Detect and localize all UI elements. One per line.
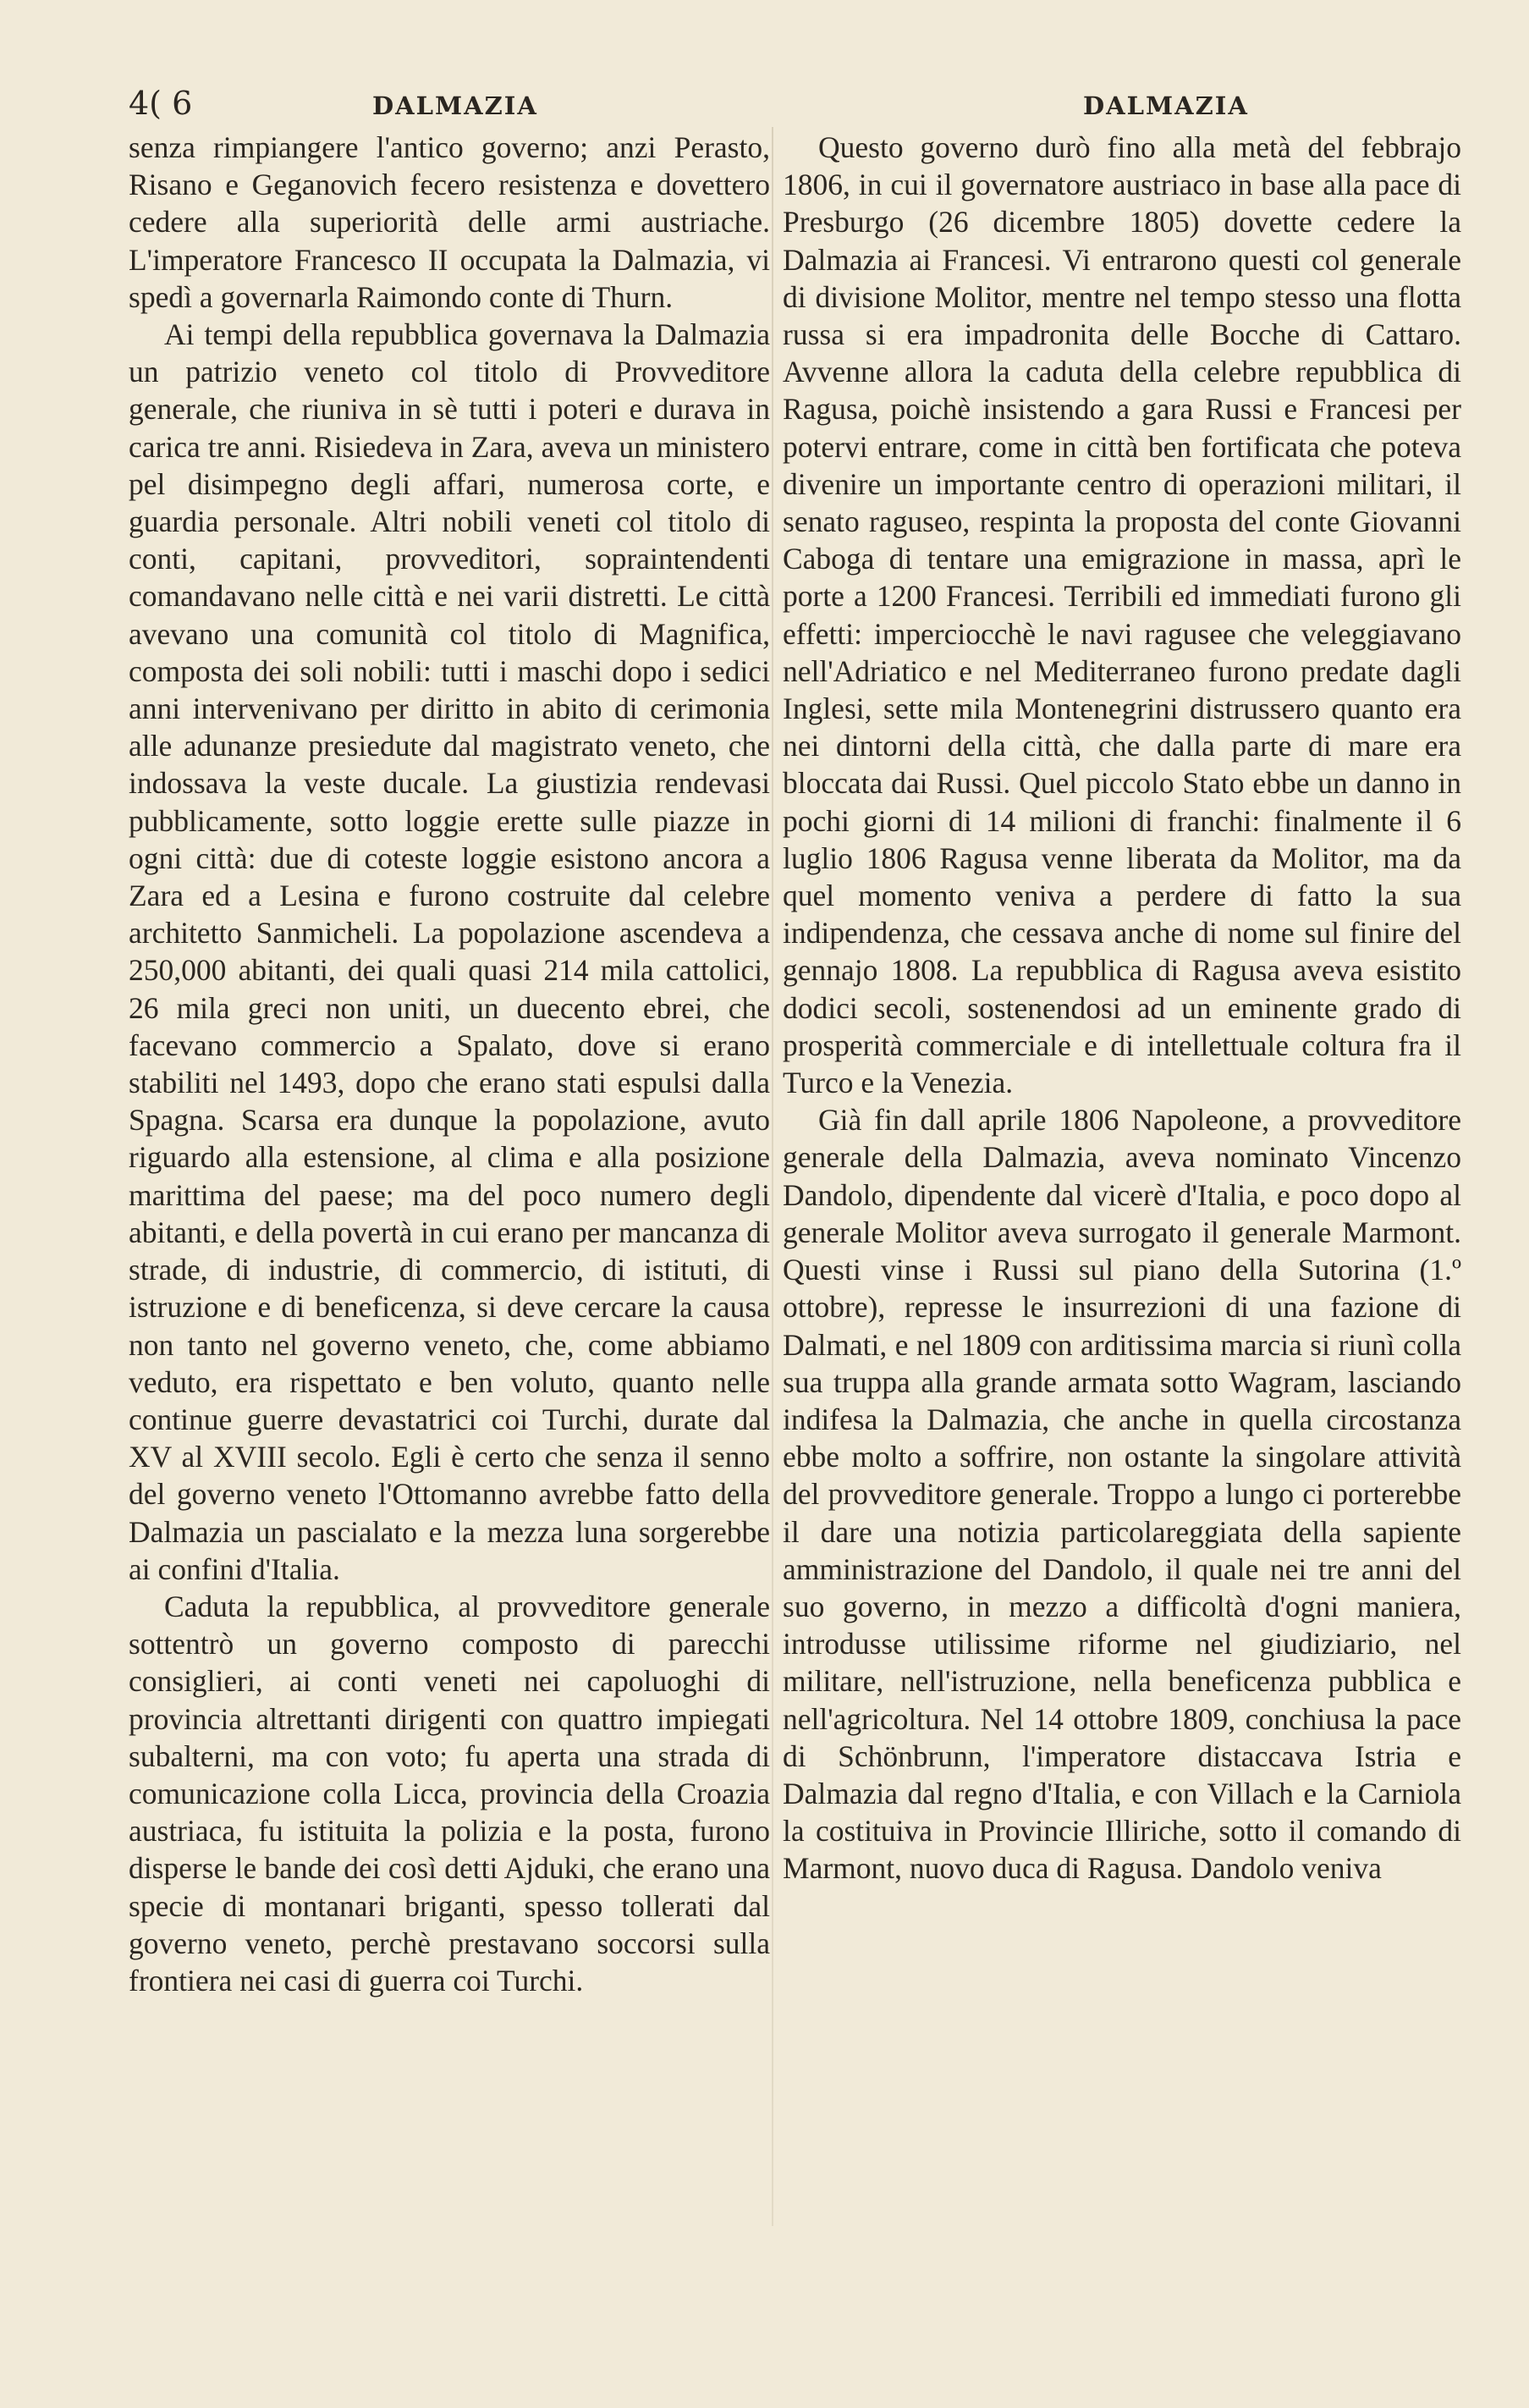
left-paragraph-2: Ai tempi della repubblica governava la Dalmazia un patrizio veneto col titolo di Provveditore generale, che riuniva in sè tutti i poteri e durava in carica tre anni. Risiedeva in Zara, aveva un ministero pel disimpegno degli affari, numerosa corte, e guardia personale. Altri nobili veneti col titolo di conti, capitani, provveditori, sopraintendenti comandavano nelle città e nei varii distretti. Le città avevano una comunità col titolo di Magnifica, composta dei soli nobili: tutti i maschi dopo i sedici anni intervenivano per diritto in abito di cerimonia alle adunanze presiedute dal magistrato veneto, che indossava la veste ducale. La giustizia rendevasi pubblicamente, sotto loggie erette sulle piazze in ogni città: due di coteste loggie esistono ancora a Zara ed a Lesina e furono costruite dal celebre architetto Sanmicheli. La popolazione ascendeva a 250,000 abitanti, dei quali quasi 214 mila cattolici, 26 mila greci non uniti, un duecento ebrei, che facevano commercio a Spalato, dove si erano stabiliti nel 1493, dopo che erano stati espulsi dalla Spagna. Scarsa era dunque la popolazione, avuto riguardo alla estensione, al clima e alla posizione marittima del paese; ma del poco numero degli abitanti, e della povertà in cui erano per mancanza di strade, di industrie, di commercio, di istituti, di istruzione e di beneficenza, si deve cercare la causa non tanto nel governo veneto, che, come abbiamo veduto, era rispettato e ben voluto, quanto nelle continue guerre devastatrici coi Turchi, durate dal XV al XVIII secolo. Egli è certo che senza il senno del governo veneto l'Ottomanno avrebbe fatto della Dalmazia un pascialato e la mezza luna sorgerebbe ai confini d'Italia. <box>129 317 770 1586</box>
right-column <box>783 129 1461 1887</box>
left-column <box>129 129 770 1999</box>
right-paragraph-2: Già fin dall aprile 1806 Napoleone, a provveditore generale della Dalmazia, aveva nominato Vincenzo Dandolo, dipendente dal vicerè d'Italia, e poco dopo al generale Molitor aveva surrogato il generale Marmont. Questi vinse i Russi sul piano della Sutorina (1.º ottobre), represse le insurrezioni di una fazione di Dalmati, e nel 1809 con arditissima marcia si riunì colla sua truppa alla grande armata sotto Wagram, lasciando indifesa la Dalmazia, che anche in quella circostanza ebbe molto a soffrire, non ostante la singolare attività del provveditore generale. Troppo a lungo ci porterebbe il dare una notizia particolareggiata della sapiente amministrazione del Dandolo, il quale nei tre anni del suo governo, in mezzo a difficoltà d'ogni maniera, introdusse utilissime riforme nel giudiziario, nel militare, nell'istruzione, nella beneficenza pubblica e nell'agricoltura. Nel 14 ottobre 1809, conchiusa la pace di Schönbrunn, l'imperatore distaccava Istria e Dalmazia dal regno d'Italia, e con Villach e la Carniola la costituiva in Provincie Illiriche, sotto il comando di Marmont, nuovo duca di Ragusa. Dandolo veniva <box>783 1103 1461 1886</box>
left-paragraph-3: Caduta la repubblica, al provveditore generale sottentrò un governo composto di parecchi consiglieri, ai conti veneti nei capoluoghi di provincia altrettanti dirigenti con quattro impiegati subalterni, ma con voto; fu aperta una strada di comunicazione colla Licca, provincia della Croazia austriaca, fu istituita la polizia e la posta, furono disperse le bande dei così detti Ajduki, che erano una specie di montanari briganti, spesso tollerati dal governo veneto, perchè prestavano soccorsi sulla frontiera nei casi di guerra coi Turchi. <box>129 1589 770 1997</box>
right-paragraph-1: Questo governo durò fino alla metà del febbrajo 1806, in cui il governatore austriaco in base alla pace di Presburgo (26 dicembre 1805) dovette cedere la Dalmazia ai Francesi. Vi entrarono questi col generale di divisione Molitor, mentre nel tempo stesso una flotta russa si era impadronita delle Bocche di Cattaro. Avvenne allora la caduta della celebre repubblica di Ragusa, poichè insistendo a gara Russi e Francesi per potervi entrare, come in città ben fortificata che poteva divenire un importante centro di operazioni militari, il senato raguseo, respinta la proposta del conte Giovanni Caboga di tentare una emigrazione in massa, aprì le porte a 1200 Francesi. Terribili ed immediati furono gli effetti: imperciocchè le navi ragusee che veleggiavano nell'Adriatico e nel Mediterraneo furono predate dagli Inglesi, sette mila Montenegrini distrussero quanto era nei dintorni della città, che dalla parte di mare era bloccata dai Russi. Quel piccolo Stato ebbe un danno in pochi giorni di 14 milioni di franchi: finalmente il 6 luglio 1806 Ragusa venne liberata da Molitor, ma da quel momento veniva a perdere di fatto la sua indipendenza, che cessava anche di nome sul finire del gennajo 1808. La repubblica di Ragusa aveva esistito dodici secoli, sostenendosi ad un eminente grado di prosperità commerciale e di intellettuale coltura fra il Turco e la Venezia. <box>783 130 1461 1100</box>
left-paragraph-1: senza rimpiangere l'antico governo; anzi Perasto, Risano e Geganovich fecero resistenza e dovettero cedere alla superiorità delle armi austriache. L'imperatore Francesco II occupata la Dalmazia, vi spedì a governarla Raimondo conte di Thurn. <box>129 130 770 314</box>
running-head-left: DALMAZIA <box>372 91 538 120</box>
column-divider <box>772 127 773 2226</box>
page-number: 4( 6 <box>129 85 193 122</box>
running-head-right: DALMAZIA <box>1083 91 1249 120</box>
